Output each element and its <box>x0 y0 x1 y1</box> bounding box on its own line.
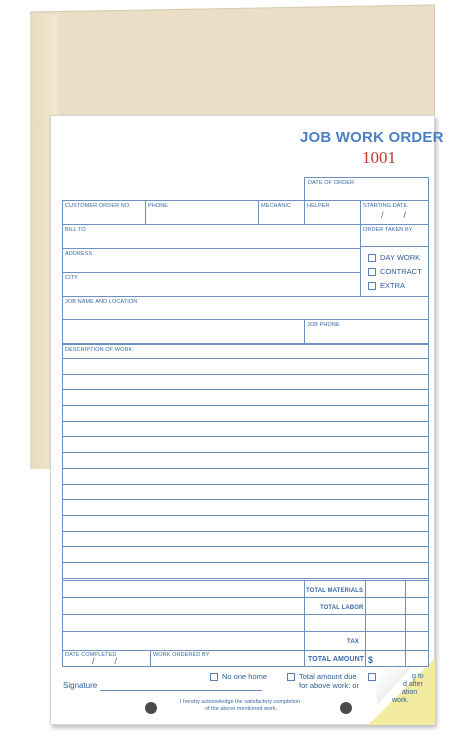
copy-peek-1: g to <box>412 673 424 680</box>
totals-area <box>62 580 429 667</box>
copy-peek-4: work. <box>392 697 409 704</box>
date-completed-slashes: / / <box>92 656 118 666</box>
description-ruled-line <box>62 468 429 469</box>
grid-line <box>405 580 406 667</box>
total-amount-due-checkbox[interactable] <box>287 673 295 681</box>
description-ruled-line <box>62 531 429 532</box>
date-completed-label: DATE COMPLETED <box>65 652 117 658</box>
copy-peek-2: d after <box>403 681 423 688</box>
form-title: JOB WORK ORDER <box>300 129 444 146</box>
grid-line <box>304 319 305 344</box>
mechanic-label: MECHANIC <box>261 203 292 209</box>
description-ruled-line <box>62 374 429 375</box>
total-amount-label: TOTAL AMOUNT <box>308 656 365 663</box>
starting-date-label: STARTING DATE <box>363 203 408 209</box>
description-label: DESCRIPTION OF WORK: <box>65 347 134 353</box>
description-ruled-line <box>62 421 429 422</box>
phone-label: PHONE <box>148 203 169 209</box>
grid-line <box>360 246 429 247</box>
bill-to-label: BILL TO <box>65 227 86 233</box>
description-ruled-line <box>62 484 429 485</box>
grid-line <box>145 200 146 224</box>
grid-line <box>365 580 366 667</box>
description-ruled-line <box>62 436 429 437</box>
description-ruled-line <box>62 578 429 579</box>
description-ruled-line <box>62 358 429 359</box>
day-work-checkbox[interactable] <box>368 254 376 262</box>
helper-label: HELPER <box>307 203 330 209</box>
totals-ruled-line <box>62 614 429 615</box>
for-above-work-label: for above work: or <box>299 681 360 690</box>
total-labor-label: TOTAL LABOR <box>320 605 364 611</box>
punch-hole-left <box>145 702 157 714</box>
city-label: CITY <box>65 275 78 281</box>
customer-order-no-label: CUSTOMER ORDER NO. <box>65 203 131 209</box>
copy-peek-3: ation <box>402 689 418 696</box>
total-materials-label: TOTAL MATERIALS <box>306 588 364 594</box>
signature-label: Signature <box>63 681 98 690</box>
punch-hole-right <box>340 702 352 714</box>
starting-date-slashes: / / <box>381 210 407 220</box>
grid-line <box>62 650 304 651</box>
contract-checkbox[interactable] <box>368 268 376 276</box>
third-option-checkbox[interactable] <box>368 673 376 681</box>
no-one-home-label: No one home <box>222 672 268 681</box>
extra-checkbox[interactable] <box>368 282 376 290</box>
currency-sign: $ <box>368 655 374 665</box>
description-ruled-line <box>62 562 429 563</box>
form-number: 1001 <box>362 148 396 167</box>
grid-line <box>150 650 151 667</box>
description-ruled-line <box>62 389 429 390</box>
total-amount-due-label: Total amount due <box>299 672 357 681</box>
signature-line[interactable] <box>100 690 262 691</box>
work-ordered-by-label: WORK ORDERED BY <box>153 652 210 658</box>
description-ruled-line <box>62 405 429 406</box>
description-ruled-line <box>62 515 429 516</box>
grid-line <box>304 580 305 667</box>
job-name-location-label: JOB NAME AND LOCATION <box>65 299 138 305</box>
description-ruled-line <box>62 546 429 547</box>
acknowledge-line-1: I hereby acknowledge the satisfactory completion <box>180 699 301 705</box>
grid-line <box>360 200 361 297</box>
job-phone-label: JOB PHONE <box>307 322 340 328</box>
acknowledge-line-2: of the above mentioned work. <box>205 706 278 712</box>
grid-line <box>62 319 429 320</box>
tax-label: TAX <box>347 639 359 645</box>
totals-ruled-line <box>62 631 429 632</box>
description-ruled-line <box>62 452 429 453</box>
grid-line <box>62 248 360 249</box>
contract-label: CONTRACT <box>380 267 422 276</box>
totals-ruled-line <box>62 597 429 598</box>
extra-label: EXTRA <box>380 281 406 290</box>
description-ruled-line <box>62 499 429 500</box>
order-taken-by-label: ORDER TAKEN BY <box>363 227 413 233</box>
day-work-label: DAY WORK <box>380 253 421 262</box>
grid-line <box>304 200 305 224</box>
date-of-order-label: DATE OF ORDER <box>308 180 355 186</box>
grid-line <box>258 200 259 224</box>
grid-line <box>62 224 429 225</box>
grid-line <box>62 272 360 273</box>
no-one-home-checkbox[interactable] <box>210 673 218 681</box>
address-label: ADDRESS <box>65 251 93 257</box>
